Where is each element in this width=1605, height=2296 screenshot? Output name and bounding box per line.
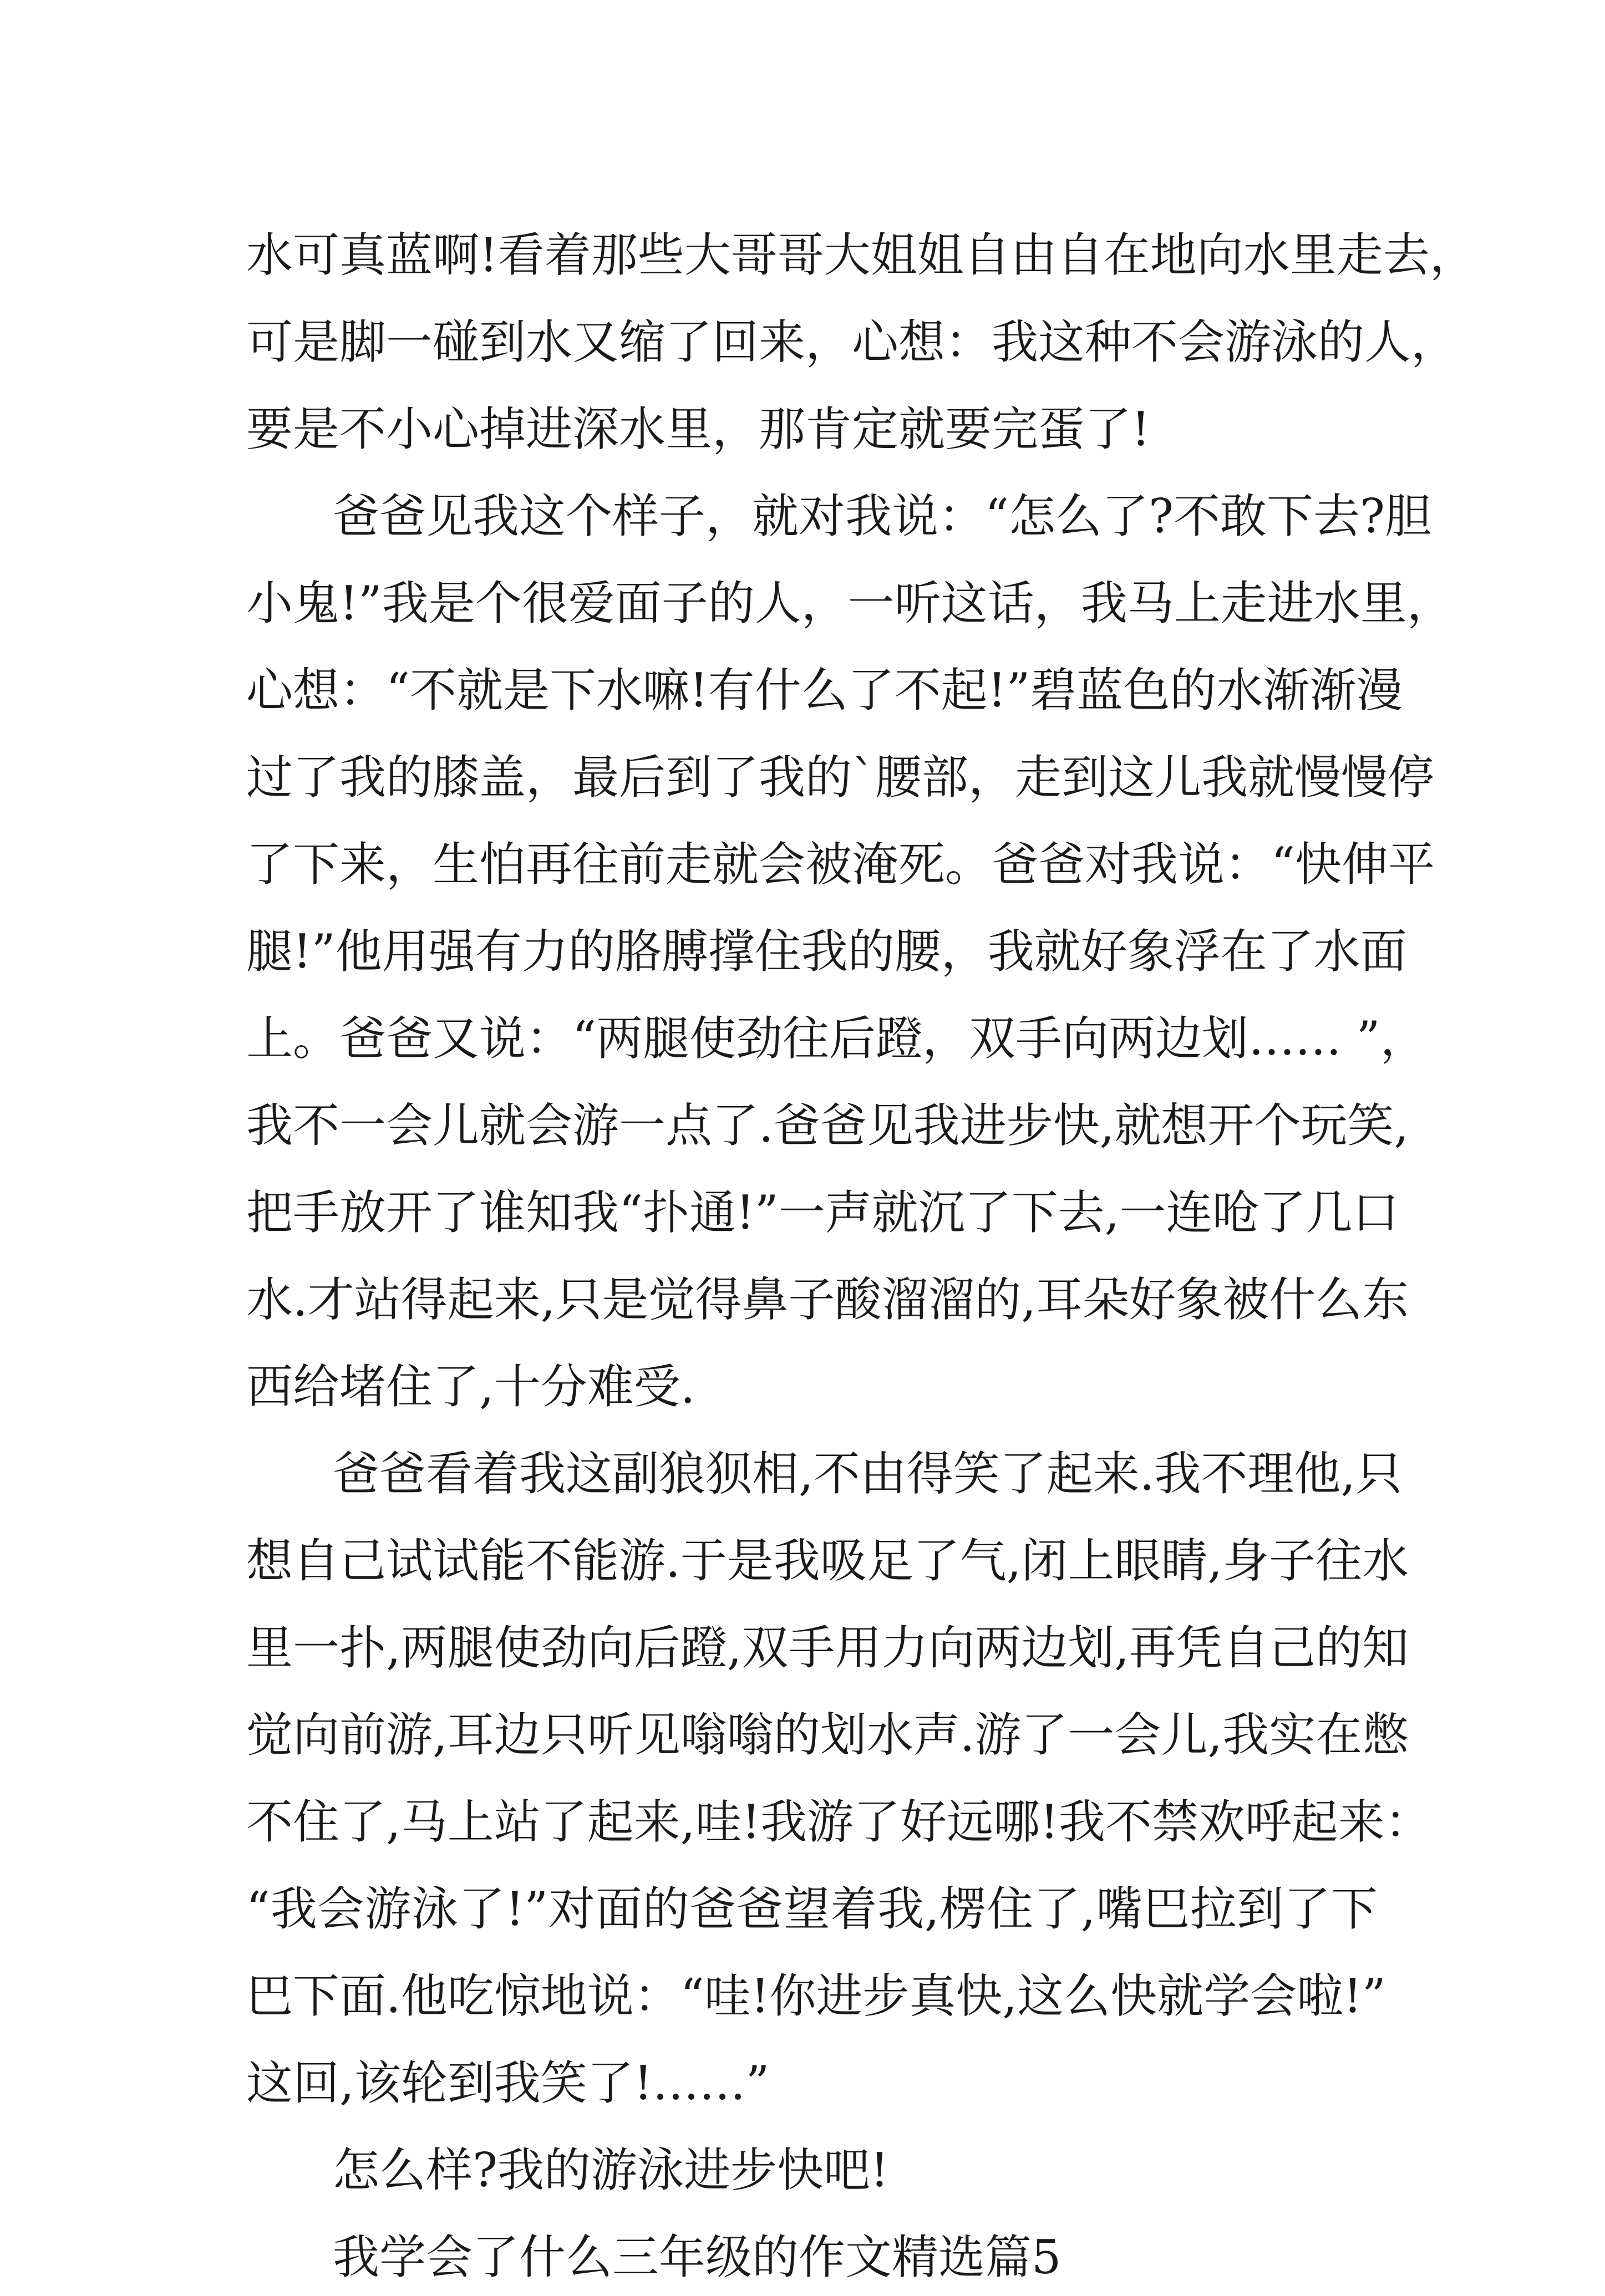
text-line: 我不一会儿就会游一点了.爸爸见我进步快,就想开个玩笑, — [246, 1098, 1409, 1153]
text-line: 把手放开了谁知我“扑通!”一声就沉了下去,一连呛了几口 — [246, 1185, 1399, 1240]
text-line: 这回,该轮到我笑了!……” — [246, 2056, 770, 2110]
text-line: 巴下面.他吃惊地说：“哇!你进步真快,这么快就学会啦!” — [246, 1969, 1386, 2023]
text-line: 过了我的膝盖，最后到了我的`腰部，走到这儿我就慢慢停 — [246, 750, 1435, 805]
text-line: “我会游泳了!”对面的爸爸望着我,楞住了,嘴巴拉到了下 — [246, 1882, 1378, 1936]
text-line: 水.才站得起来,只是觉得鼻子酸溜溜的,耳朵好象被什么东 — [246, 1272, 1409, 1327]
section-heading: 我学会了什么三年级的作文精选篇5 — [333, 2230, 1061, 2284]
text-line: 小鬼!”我是个很爱面子的人，一听这话，我马上走进水里， — [246, 576, 1454, 630]
paragraph-start-line: 爸爸见我这个样子，就对我说：“怎么了?不敢下去?胆 — [333, 489, 1432, 543]
paragraph-line: 怎么样?我的游泳进步快吧! — [333, 2143, 889, 2197]
text-line: 里一扑,两腿使劲向后蹬,双手用力向两边划,再凭自己的知 — [246, 1621, 1409, 1675]
text-line: 觉向前游,耳边只听见嗡嗡的划水声.游了一会儿,我实在憋 — [246, 1708, 1409, 1762]
text-line: 西给堵住了,十分难受. — [246, 1360, 695, 1414]
text-line: 水可真蓝啊!看着那些大哥哥大姐姐自由自在地向水里走去， — [246, 228, 1476, 282]
text-line: 可是脚一碰到水又缩了回来，心想：我这种不会游泳的人， — [246, 315, 1458, 369]
paragraph-start-line: 爸爸看着我这副狼狈相,不由得笑了起来.我不理他,只 — [333, 1447, 1403, 1501]
text-line: 不住了,马上站了起来,哇!我游了好远哪!我不禁欢呼起来： — [246, 1795, 1431, 1849]
text-line: 要是不小心掉进深水里，那肯定就要完蛋了! — [246, 402, 1150, 456]
text-line: 上。爸爸又说：“两腿使劲往后蹬，双手向两边划…… ”， — [246, 1011, 1427, 1066]
text-line: 了下来，生怕再往前走就会被淹死。爸爸对我说：“快伸平 — [246, 837, 1435, 892]
text-line: 腿!”他用强有力的胳膊撑住我的腰，我就好象浮在了水面 — [246, 924, 1407, 979]
text-line: 想自己试试能不能游.于是我吸足了气,闭上眼睛,身子往水 — [246, 1534, 1409, 1588]
text-line: 心想：“不就是下水嘛!有什么了不起!”碧蓝色的水渐渐漫 — [246, 663, 1403, 717]
